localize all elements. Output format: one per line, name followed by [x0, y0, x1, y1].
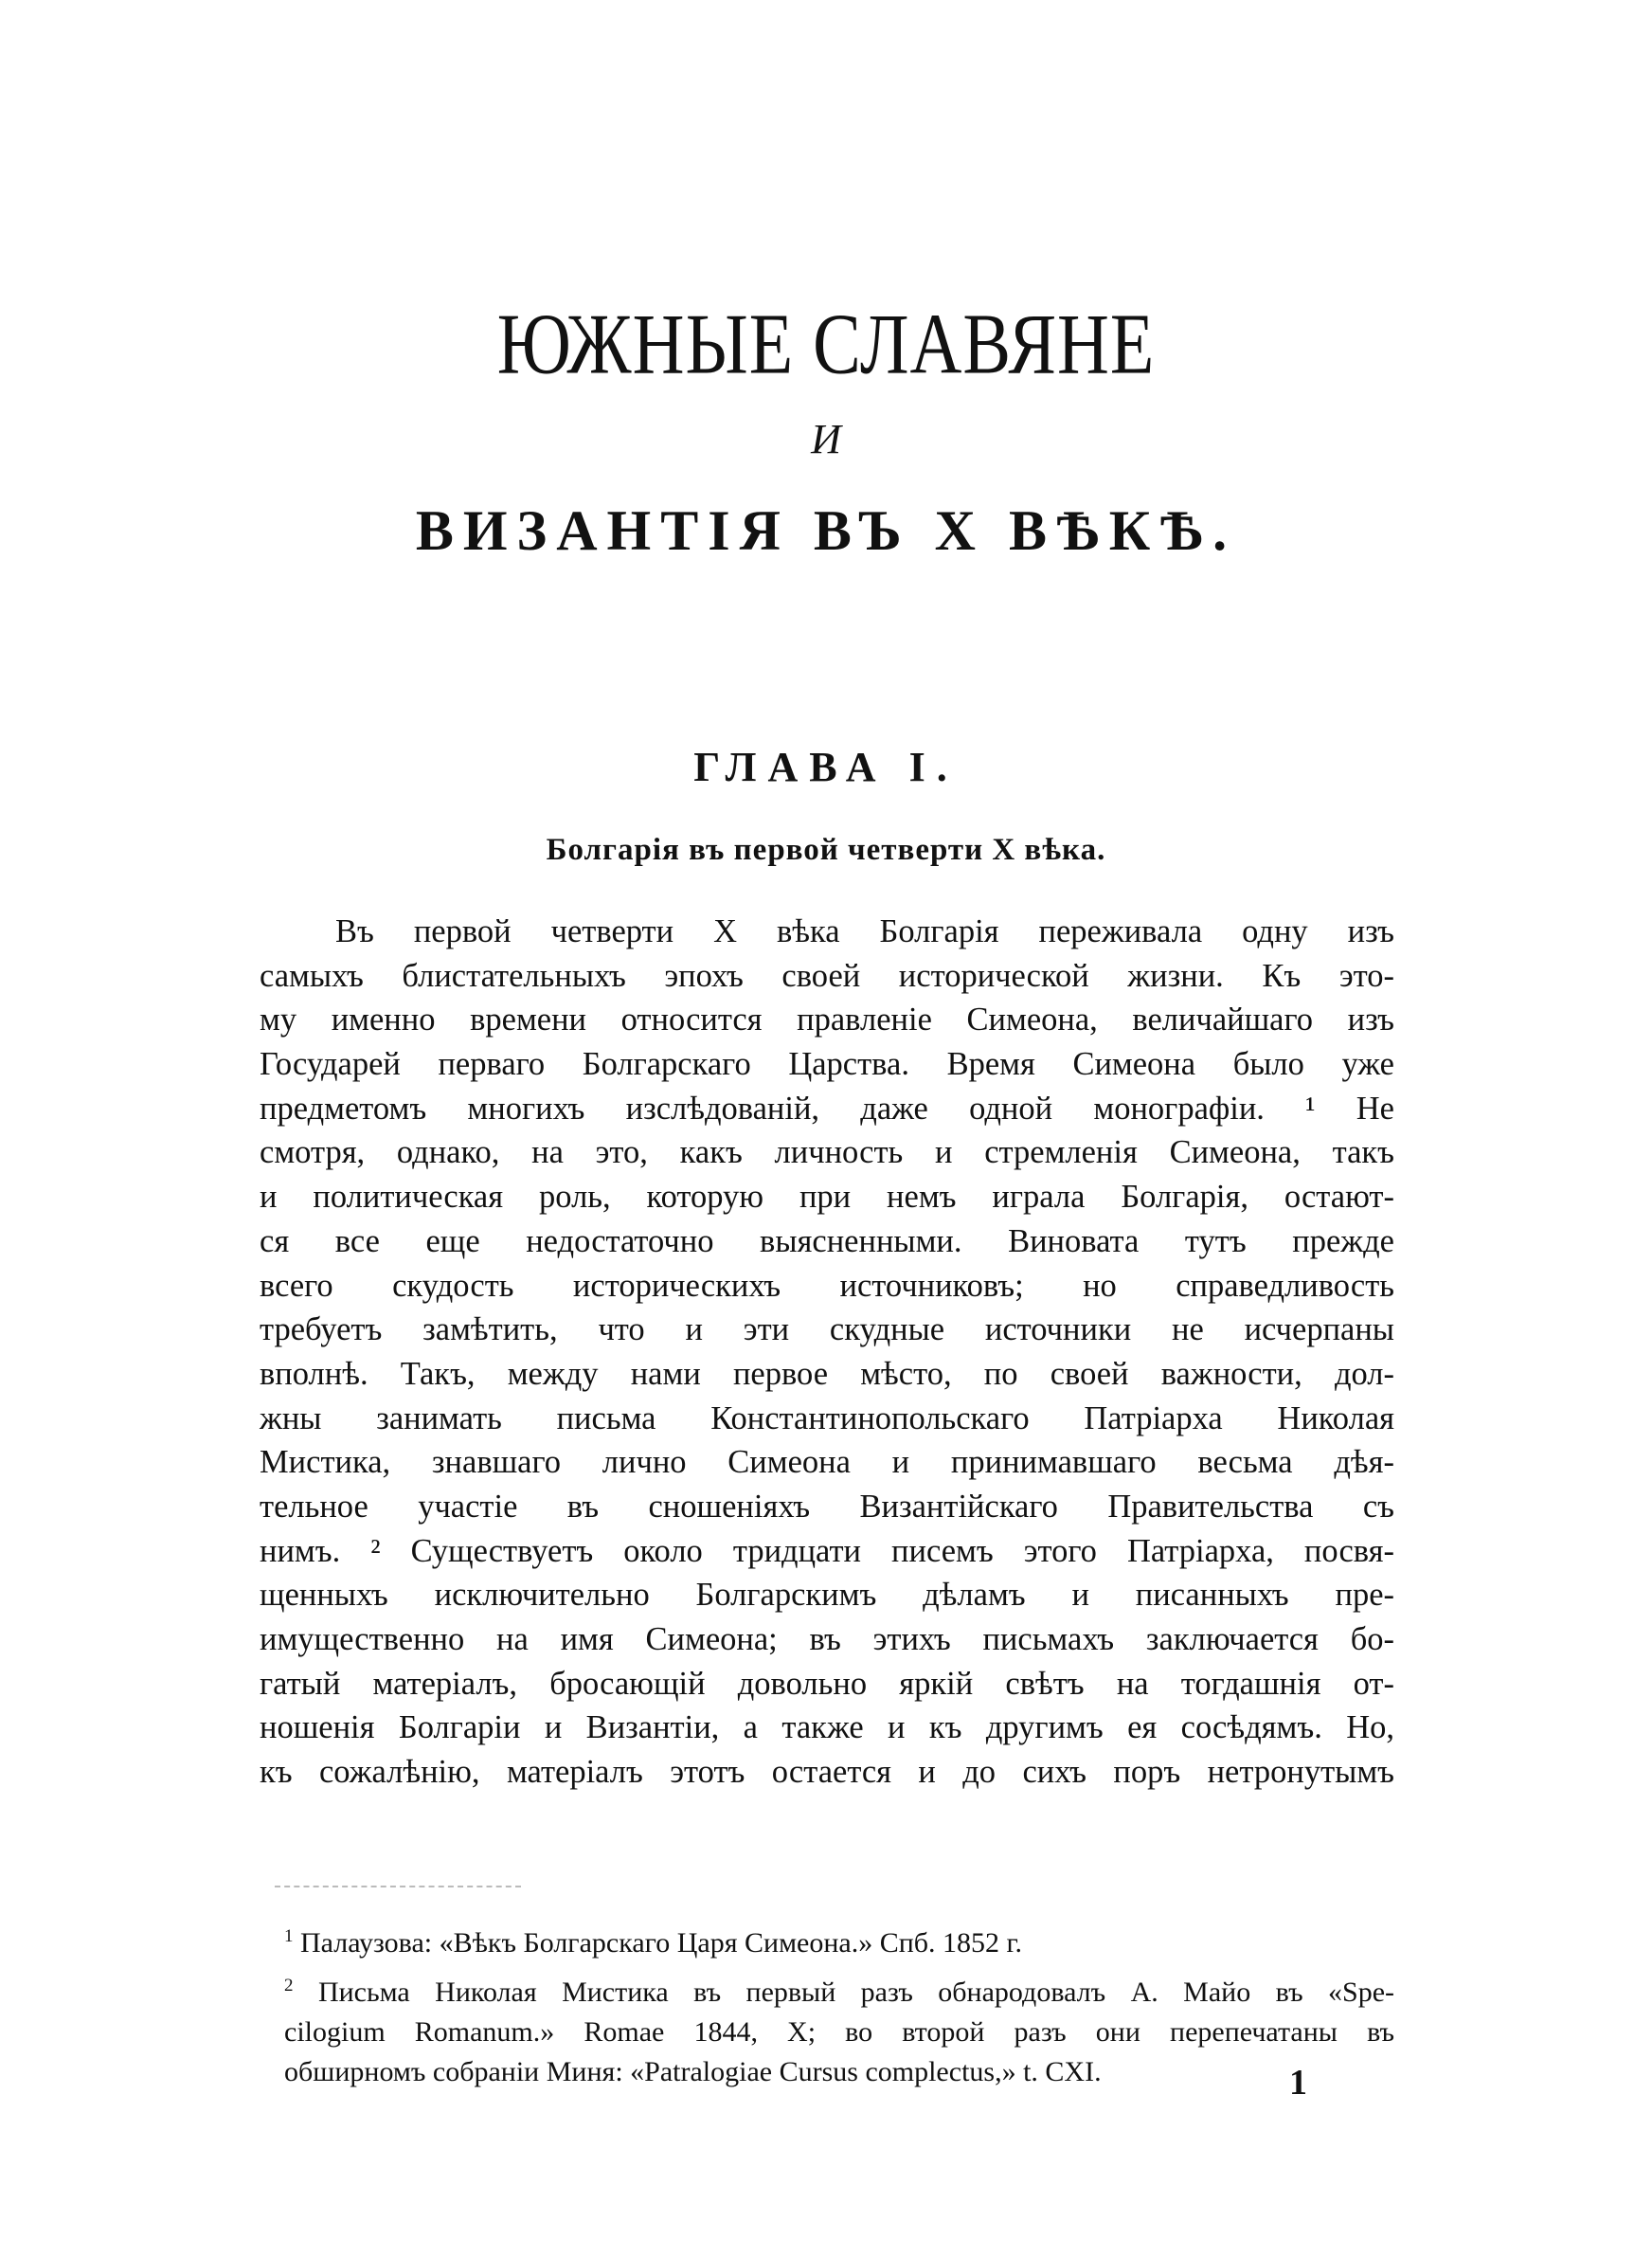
body-line: предметомъ многихъ изслѣдованій, даже одной монографіи. ¹ Не: [260, 1090, 1394, 1127]
footnote-text: Палаузова: «Вѣкъ Болгарскаго Царя Симеона.» Спб. 1852 г.: [300, 1927, 1022, 1959]
body-line: ся все еще недостаточно выясненными. Виновата тутъ прежде: [260, 1222, 1394, 1259]
body-line: Государей перваго Болгарскаго Царства. Время Симеона было уже: [260, 1046, 1394, 1083]
page-number: 1: [1289, 2063, 1307, 2103]
chapter-subtitle: Болгарія въ первой четверти X вѣка.: [546, 833, 1106, 867]
body-paragraph: [260, 910, 1394, 1795]
body-line: ношенія Болгаріи и Византіи, а также и къ другимъ ея сосѣдямъ. Но,: [260, 1709, 1394, 1746]
body-line: смотря, однако, на это, какъ личность и стремленія Симеона, такъ: [260, 1134, 1394, 1171]
footnote-text: Письма Николая Мистика въ первый разъ обнародовалъ А. Майо въ «Spe-: [317, 1977, 1394, 2008]
footnotes: [284, 1923, 1394, 2092]
body-line: гатый матеріалъ, бросающій довольно яркій свѣтъ на тогдашнія от-: [260, 1665, 1394, 1702]
chapter-heading: ГЛАВА I.: [693, 744, 959, 790]
body-line: вполнѣ. Такъ, между нами первое мѣсто, по своей важности, дол-: [260, 1355, 1394, 1392]
body-line: щенныхъ исключительно Болгарскимъ дѣламъ и писанныхъ пре-: [260, 1577, 1394, 1614]
body-line: тельное участіе въ сношеніяхъ Византійскаго Правительства съ: [260, 1488, 1394, 1525]
footnote-2: [284, 1973, 1394, 2013]
body-line: требуетъ замѣтить, что и эти скудные источники не исчерпаны: [260, 1311, 1394, 1348]
footnote-divider: [275, 1886, 521, 1887]
book-subtitle: ВИЗАНТІЯ ВЪ X ВѢКѢ.: [415, 499, 1237, 562]
body-line: къ сожалѣнію, матеріалъ этотъ остается и до сихъ поръ нетронутымъ: [260, 1754, 1394, 1791]
footnote-line: обширномъ собраніи Миня: «Patralogiae Cursus complectus,» t. CXI.: [284, 2056, 1102, 2087]
body-line: Мистика, знавшаго лично Симеона и принимавшаго весьма дѣя-: [260, 1444, 1394, 1481]
body-line: имущественно на имя Симеона; въ этихъ письмахъ заключается бо-: [260, 1621, 1394, 1657]
body-line: всего скудость историческихъ источниковъ; но справедливость: [260, 1267, 1394, 1304]
body-line: самыхъ блистательныхъ эпохъ своей исторической жизни. Къ это-: [260, 957, 1394, 994]
title-connector: И: [811, 416, 841, 462]
footnote-line: cilogium Romanum.» Romae 1844, X; во второй разъ они перепечатаны въ: [284, 2016, 1394, 2048]
book-title: ЮЖНЫЕ СЛАВЯНЕ: [496, 297, 1156, 392]
footnote-1: [284, 1923, 1394, 1963]
body-line: нимъ. ² Существуетъ около тридцати писемъ этого Патріарха, посвя-: [260, 1532, 1394, 1569]
footnote-marker: 2: [284, 1976, 294, 1995]
body-line: и политическая роль, которую при немъ играла Болгарія, остают-: [260, 1179, 1394, 1216]
body-line: му именно времени относится правленіе Симеона, величайшаго изъ: [260, 1002, 1394, 1038]
body-line: Въ первой четверти X вѣка Болгарія переживала одну изъ: [335, 913, 1394, 949]
footnote-marker: 1: [284, 1926, 294, 1946]
body-line: жны занимать письма Константинопольскаго Патріарха Николая: [260, 1399, 1394, 1436]
